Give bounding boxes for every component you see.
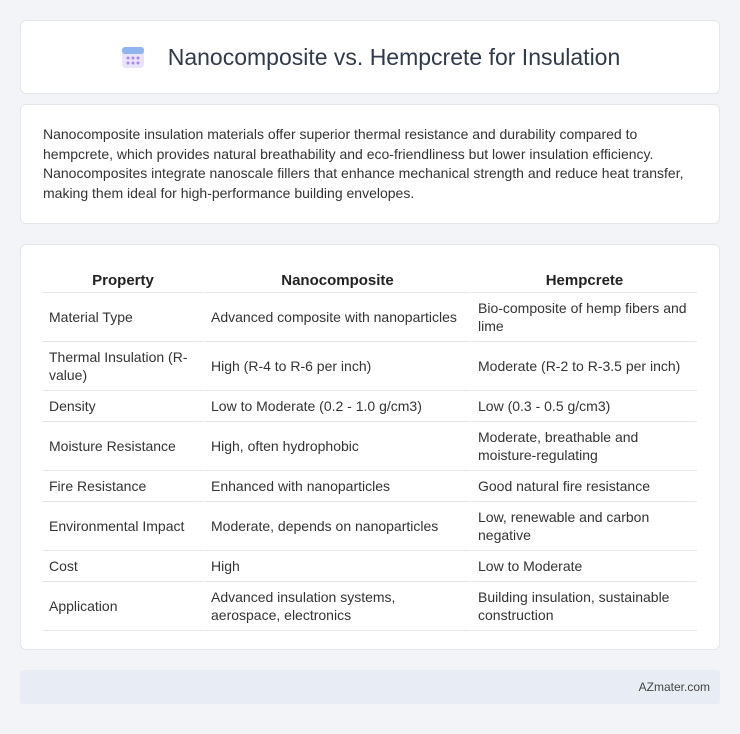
cell-hempcrete: Moderate, breathable and moisture-regulating [470,422,697,471]
cell-hempcrete: Low, renewable and carbon negative [470,502,697,551]
cell-hempcrete: Good natural fire resistance [470,471,697,502]
footer-source[interactable]: AZmater.com [638,680,710,694]
cell-property: Environmental Impact [43,502,203,551]
cell-nanocomposite: High [203,551,470,582]
cell-nanocomposite: Advanced insulation systems, aerospace, electronics [203,582,470,631]
cell-property: Fire Resistance [43,471,203,502]
cell-property: Material Type [43,293,203,342]
table-row [43,471,697,502]
cell-property: Density [43,391,203,422]
header-property: Property [43,265,203,293]
cell-nanocomposite: Low to Moderate (0.2 - 1.0 g/cm3) [203,391,470,422]
calendar-icon [120,44,146,70]
cell-hempcrete: Building insulation, sustainable construction [470,582,697,631]
table-row [43,502,697,551]
cell-nanocomposite: Advanced composite with nanoparticles [203,293,470,342]
header-hempcrete: Hempcrete [470,265,697,293]
comparison-card [20,244,720,650]
intro-text: Nanocomposite insulation materials offer superior thermal resistance and durability compared to hempcrete, which provides natural breathability and eco-friendliness but lower insulation efficiency. Nanocomposites integrate nanoscale fillers that enhance mechanical strength and reduce heat transfer, making them ideal for high-performance building envelopes. [43,126,684,201]
table-row [43,293,697,342]
cell-property: Moisture Resistance [43,422,203,471]
cell-nanocomposite: High, often hydrophobic [203,422,470,471]
cell-property: Cost [43,551,203,582]
title-card [20,20,720,94]
cell-property: Thermal Insulation (R-value) [43,342,203,391]
intro-card [20,104,720,224]
table-row [43,342,697,391]
cell-property: Application [43,582,203,631]
table-row [43,391,697,422]
cell-hempcrete: Low (0.3 - 0.5 g/cm3) [470,391,697,422]
footer [20,670,720,704]
cell-nanocomposite: Moderate, depends on nanoparticles [203,502,470,551]
cell-hempcrete: Moderate (R-2 to R-3.5 per inch) [470,342,697,391]
comparison-table [43,265,697,631]
table-header-row [43,265,697,293]
table-row [43,582,697,631]
cell-hempcrete: Bio-composite of hemp fibers and lime [470,293,697,342]
page-title: Nanocomposite vs. Hempcrete for Insulation [167,43,621,70]
cell-nanocomposite: High (R-4 to R-6 per inch) [203,342,470,391]
table-row [43,422,697,471]
cell-hempcrete: Low to Moderate [470,551,697,582]
table-row [43,551,697,582]
cell-nanocomposite: Enhanced with nanoparticles [203,471,470,502]
header-nanocomposite: Nanocomposite [203,265,470,293]
